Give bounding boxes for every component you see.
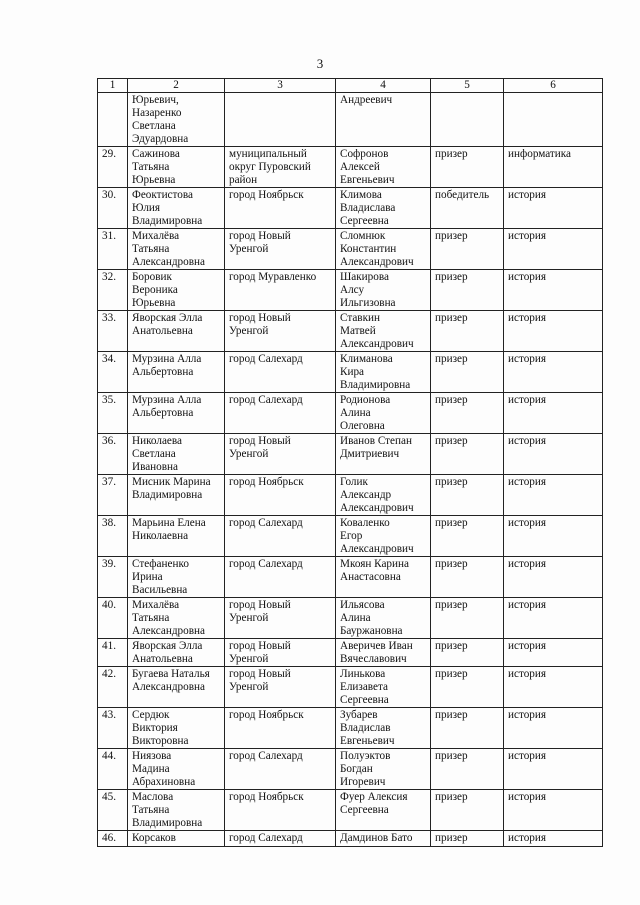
cell-result-status: призер: [431, 393, 504, 434]
cell-municipality: город Ноябрьск: [225, 475, 336, 516]
cell-row-number: 36.: [98, 434, 128, 475]
cell-row-number: 40.: [98, 598, 128, 639]
cell-student-name: Шакирова Алсу Ильгизовна: [336, 270, 431, 311]
cell-result-status: призер: [431, 434, 504, 475]
cell-municipality: город Муравленко: [225, 270, 336, 311]
cell-subject: история: [504, 311, 603, 352]
cell-student-name: Линькова Елизавета Сергеевна: [336, 667, 431, 708]
header-cell-4: 4: [336, 79, 431, 93]
cell-subject: история: [504, 393, 603, 434]
cell-teacher-name: Бугаева Наталья Александровна: [128, 667, 225, 708]
cell-teacher-name: Сажинова Татьяна Юрьевна: [128, 147, 225, 188]
cell-subject: история: [504, 188, 603, 229]
cell-subject: история: [504, 639, 603, 667]
cell-subject: информатика: [504, 147, 603, 188]
cell-row-number: 44.: [98, 749, 128, 790]
cell-student-name: Климанова Кира Владимировна: [336, 352, 431, 393]
cell-subject: история: [504, 557, 603, 598]
cell-teacher-name: Стефаненко Ирина Васильевна: [128, 557, 225, 598]
cell-student-name: Мкоян Карина Анастасовна: [336, 557, 431, 598]
cell-result-status: призер: [431, 147, 504, 188]
cell-teacher-name: Яворская Элла Анатольевна: [128, 639, 225, 667]
table-row: [98, 270, 603, 311]
cell-subject: история: [504, 516, 603, 557]
table-row: [98, 352, 603, 393]
cell-result-status: призер: [431, 229, 504, 270]
cell-teacher-name: Яворская Элла Анатольевна: [128, 311, 225, 352]
cell-student-name: Софронов Алексей Евгеньевич: [336, 147, 431, 188]
table-row: [98, 311, 603, 352]
table-row: [98, 475, 603, 516]
cell-row-number: 43.: [98, 708, 128, 749]
cell-municipality: город Новый Уренгой: [225, 598, 336, 639]
cell-result-status: призер: [431, 516, 504, 557]
cell-subject: [504, 93, 603, 147]
cell-municipality: город Ноябрьск: [225, 188, 336, 229]
cell-result-status: призер: [431, 557, 504, 598]
header-cell-3: 3: [225, 79, 336, 93]
cell-municipality: город Ноябрьск: [225, 708, 336, 749]
cell-teacher-name: Юрьевич, Назаренко Светлана Эдуардовна: [128, 93, 225, 147]
cell-row-number: 39.: [98, 557, 128, 598]
cell-municipality: [225, 93, 336, 147]
cell-row-number: 38.: [98, 516, 128, 557]
cell-result-status: призер: [431, 667, 504, 708]
cell-row-number: 33.: [98, 311, 128, 352]
cell-result-status: [431, 93, 504, 147]
cell-subject: история: [504, 229, 603, 270]
cell-subject: история: [504, 352, 603, 393]
header-cell-2: 2: [128, 79, 225, 93]
cell-row-number: 35.: [98, 393, 128, 434]
table-row: [98, 434, 603, 475]
cell-subject: история: [504, 270, 603, 311]
cell-teacher-name: Маслова Татьяна Владимировна: [128, 790, 225, 831]
cell-subject: история: [504, 598, 603, 639]
cell-student-name: Голик Александр Александрович: [336, 475, 431, 516]
cell-result-status: призер: [431, 749, 504, 790]
table-row: [98, 667, 603, 708]
cell-teacher-name: Сердюк Виктория Викторовна: [128, 708, 225, 749]
table-row: [98, 639, 603, 667]
table-row: [98, 516, 603, 557]
cell-municipality: город Салехард: [225, 557, 336, 598]
cell-municipality: муниципальный округ Пуровский район: [225, 147, 336, 188]
table-header-row: [98, 79, 603, 93]
cell-row-number: 29.: [98, 147, 128, 188]
table-body: [98, 79, 603, 847]
cell-result-status: призер: [431, 598, 504, 639]
cell-result-status: призер: [431, 270, 504, 311]
cell-teacher-name: Мисник Марина Владимировна: [128, 475, 225, 516]
cell-student-name: Аверичев Иван Вячеславович: [336, 639, 431, 667]
cell-result-status: призер: [431, 475, 504, 516]
cell-result-status: призер: [431, 639, 504, 667]
cell-result-status: призер: [431, 311, 504, 352]
cell-subject: история: [504, 667, 603, 708]
table-row: [98, 831, 603, 847]
cell-student-name: Коваленко Егор Александрович: [336, 516, 431, 557]
cell-row-number: 30.: [98, 188, 128, 229]
cell-teacher-name: Ниязова Мадина Абрахиновна: [128, 749, 225, 790]
header-cell-1: 1: [98, 79, 128, 93]
table-row: [98, 93, 603, 147]
cell-teacher-name: Мурзина Алла Альбертовна: [128, 393, 225, 434]
table-row: [98, 188, 603, 229]
cell-student-name: Андреевич: [336, 93, 431, 147]
cell-municipality: город Салехард: [225, 516, 336, 557]
cell-teacher-name: Мурзина Алла Альбертовна: [128, 352, 225, 393]
cell-student-name: Ставкин Матвей Александрович: [336, 311, 431, 352]
cell-student-name: Родионова Алина Олеговна: [336, 393, 431, 434]
cell-student-name: Полуэктов Богдан Игоревич: [336, 749, 431, 790]
cell-student-name: Фуер Алексия Сергеевна: [336, 790, 431, 831]
cell-result-status: победитель: [431, 188, 504, 229]
cell-teacher-name: Боровик Вероника Юрьевна: [128, 270, 225, 311]
cell-subject: история: [504, 475, 603, 516]
table-row: [98, 393, 603, 434]
cell-subject: история: [504, 790, 603, 831]
table-row: [98, 557, 603, 598]
cell-municipality: город Ноябрьск: [225, 790, 336, 831]
table-row: [98, 790, 603, 831]
cell-row-number: 34.: [98, 352, 128, 393]
cell-result-status: призер: [431, 790, 504, 831]
cell-subject: история: [504, 831, 603, 847]
cell-student-name: Сломнюк Константин Александрович: [336, 229, 431, 270]
cell-teacher-name: Марьина Елена Николаевна: [128, 516, 225, 557]
cell-teacher-name: Михалёва Татьяна Александровна: [128, 598, 225, 639]
cell-row-number: 41.: [98, 639, 128, 667]
table-row: [98, 598, 603, 639]
cell-subject: история: [504, 749, 603, 790]
page-number: 3: [316, 56, 324, 71]
cell-teacher-name: Феоктистова Юлия Владимировна: [128, 188, 225, 229]
cell-subject: история: [504, 434, 603, 475]
table-row: [98, 708, 603, 749]
cell-row-number: 31.: [98, 229, 128, 270]
cell-teacher-name: Михалёва Татьяна Александровна: [128, 229, 225, 270]
header-cell-6: 6: [504, 79, 603, 93]
table-row: [98, 229, 603, 270]
cell-row-number: 32.: [98, 270, 128, 311]
cell-municipality: город Салехард: [225, 749, 336, 790]
cell-row-number: 42.: [98, 667, 128, 708]
cell-subject: история: [504, 708, 603, 749]
cell-result-status: призер: [431, 708, 504, 749]
cell-result-status: призер: [431, 352, 504, 393]
cell-municipality: город Новый Уренгой: [225, 434, 336, 475]
cell-row-number: 45.: [98, 790, 128, 831]
cell-teacher-name: Корсаков: [128, 831, 225, 847]
cell-result-status: призер: [431, 831, 504, 847]
table-row: [98, 147, 603, 188]
cell-student-name: Иванов Степан Дмитриевич: [336, 434, 431, 475]
cell-row-number: [98, 93, 128, 147]
table-row: [98, 749, 603, 790]
cell-teacher-name: Николаева Светлана Ивановна: [128, 434, 225, 475]
cell-municipality: город Новый Уренгой: [225, 229, 336, 270]
results-table: [97, 78, 603, 847]
cell-student-name: Ильясова Алина Бауржановна: [336, 598, 431, 639]
header-cell-5: 5: [431, 79, 504, 93]
cell-row-number: 37.: [98, 475, 128, 516]
cell-municipality: город Новый Уренгой: [225, 311, 336, 352]
cell-municipality: город Салехард: [225, 352, 336, 393]
cell-municipality: город Салехард: [225, 831, 336, 847]
cell-student-name: Климова Владислава Сергеевна: [336, 188, 431, 229]
cell-student-name: Дамдинов Бато: [336, 831, 431, 847]
cell-municipality: город Салехард: [225, 393, 336, 434]
cell-student-name: Зубарев Владислав Евгеньевич: [336, 708, 431, 749]
cell-municipality: город Новый Уренгой: [225, 667, 336, 708]
cell-municipality: город Новый Уренгой: [225, 639, 336, 667]
cell-row-number: 46.: [98, 831, 128, 847]
